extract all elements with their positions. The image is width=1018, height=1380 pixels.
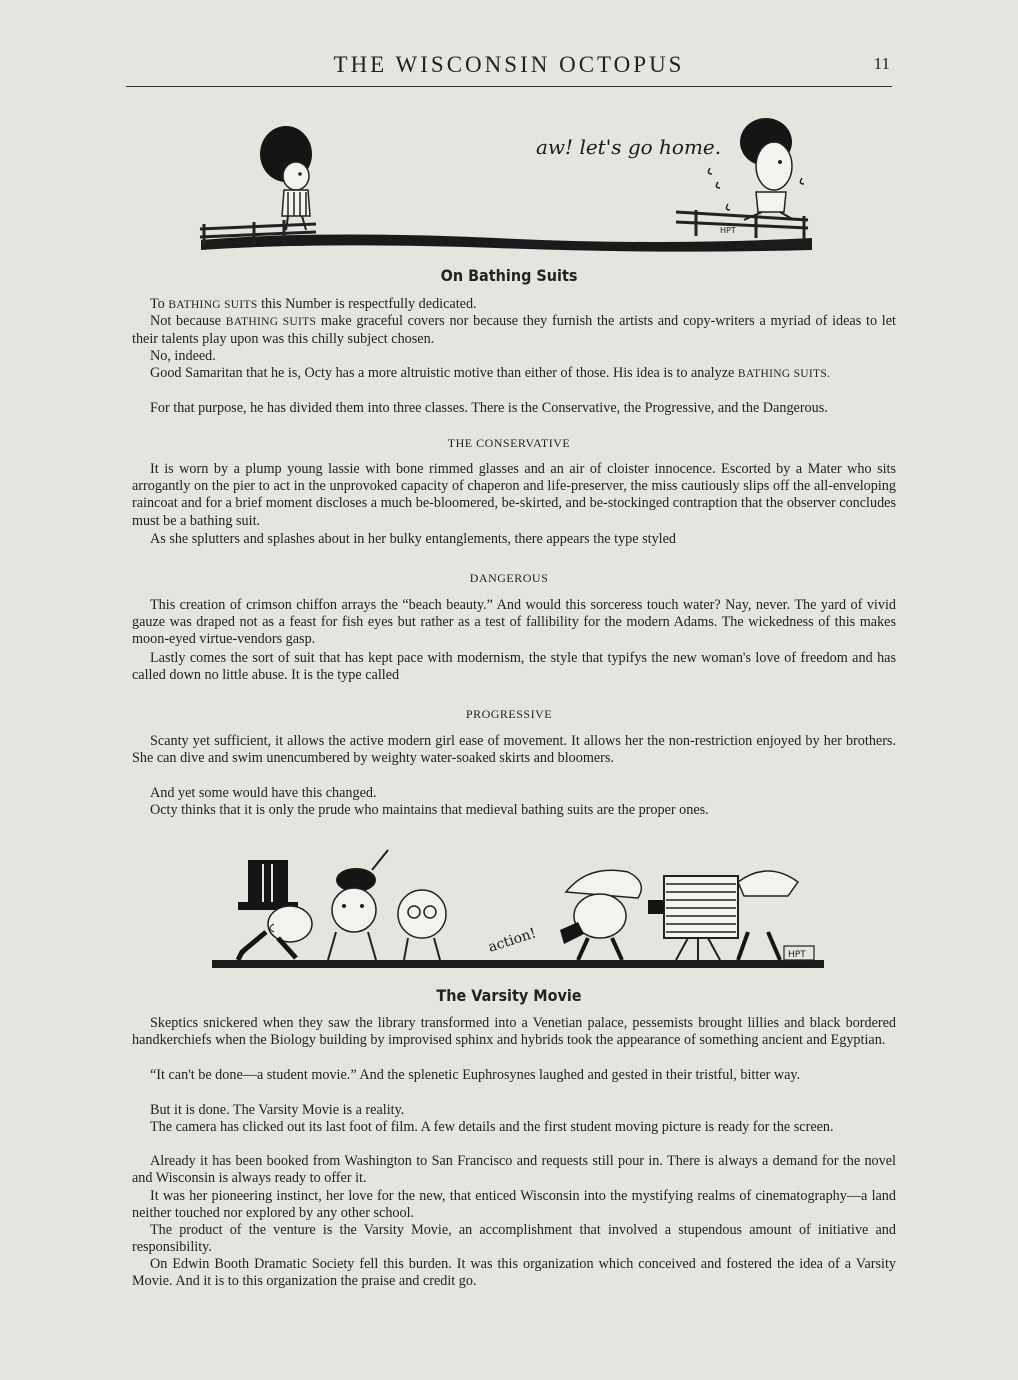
cartoon-bathing-drawing — [196, 112, 816, 258]
paragraph: Good Samaritan that he is, Octy has a more altruistic motive than either of those. His idea is to analyze BATHING SUITS. — [150, 365, 831, 381]
paragraph: Already it has been booked from Washington to San Francisco and requests still pour in. There is always a demand for the novel and Wisconsin is always ready to offer it. — [132, 1153, 896, 1187]
paragraph: But it is done. The Varsity Movie is a reality. — [150, 1102, 405, 1118]
article-heading-movie: The Varsity Movie — [436, 986, 582, 1005]
paragraph: No, indeed. — [150, 348, 216, 364]
section-title-conservative: THE CONSERVATIVE — [447, 436, 571, 450]
paragraph: “It can't be done—a student movie.” And the splenetic Euphrosynes laughed and gested in their tristful, bitter way. — [150, 1067, 801, 1083]
paragraph: The camera has clicked out its last foot of film. A few details and the first student moving picture is ready for the screen. — [150, 1119, 834, 1135]
paragraph: And yet some would have this changed. — [150, 785, 377, 801]
paragraph: This creation of crimson chiffon arrays the “beach beauty.” And would this sorceress touch water? Nay, never. The yard of vivid gauze was draped not as a feast for fish eyes but rather as a test of fallibility for the modern Adams. The wickedness of this makes moon-eyed virtue-vendors gasp. — [132, 597, 896, 648]
cartoon-movie — [208, 842, 828, 974]
article-heading-bathing: On Bathing Suits — [440, 266, 578, 285]
section-title-progressive: PROGRESSIVE — [465, 707, 553, 721]
paragraph: It is worn by a plump young lassie with bone rimmed glasses and an air of cloister innocence. Escorted by a Mater who sits arrogantly on the pier to act in the unprovoked capacity of chaperon and life-preserver, the miss cautiously slips off the all-enveloping raincoat and for a brief moment discloses a much be-bloomered, be-skirted, and be-stockinged contraption that the observer concludes must be a bathing suit. — [132, 461, 896, 529]
speech-text: aw! let's go home. — [536, 135, 722, 159]
paragraph: Scanty yet sufficient, it allows the active modern girl ease of movement. It allows her the non-restriction enjoyed by her brothers. She can dive and swim unencumbered by weighty water-soaked skirts and bloomers. — [132, 733, 896, 767]
paragraph: Skeptics snickered when they saw the library transformed into a Venetian palace, pessemists brought lillies and black bordered handkerchiefs when the Biology building by improvised sphinx and hybrids took the appearance of something ancient and Egyptian. — [132, 1015, 896, 1049]
paragraph: To BATHING SUITS this Number is respectfully dedicated. — [150, 296, 477, 312]
section-title-dangerous: DANGEROUS — [469, 571, 549, 585]
paragraph: On Edwin Booth Dramatic Society fell this burden. It was this organization which conceived and fostered the idea of a Varsity Movie. And it is to this organization the praise and credit go. — [132, 1256, 896, 1290]
paragraph: For that purpose, he has divided them into three classes. There is the Conservative, the Progressive, and the Dangerous. — [150, 400, 828, 416]
running-header — [126, 50, 892, 87]
artist-signature: HPT — [720, 226, 736, 235]
paragraph: Not because BATHING SUITS make graceful covers nor because they furnish the artists and copy-writers a myriad of ideas to let their talents play upon was this chilly subject chosen. — [132, 313, 896, 348]
paragraph: The product of the venture is the Varsity Movie, an accomplishment that involved a stupendous amount of initiative and responsibility. — [132, 1222, 896, 1256]
page-number: 11 — [873, 54, 890, 73]
paragraph: Octy thinks that it is only the prude who maintains that medieval bathing suits are the proper ones. — [150, 802, 709, 818]
speech-text: action! — [486, 925, 539, 956]
cartoon-bathing — [196, 112, 816, 258]
paragraph: Lastly comes the sort of suit that has kept pace with modernism, the style that typifys the new woman's love of freedom and has called down no little abuse. It is the type called — [132, 650, 896, 684]
paragraph: It was her pioneering instinct, her love for the new, that enticed Wisconsin into the mystifying realms of cinematography—a land neither touched nor explored by any other school. — [132, 1188, 896, 1222]
magazine-title: THE WISCONSIN OCTOPUS — [333, 52, 685, 77]
cartoon-movie-drawing — [208, 842, 828, 974]
artist-signature: HPT — [788, 950, 806, 960]
paragraph: As she splutters and splashes about in her bulky entanglements, there appears the type styled — [150, 531, 676, 547]
